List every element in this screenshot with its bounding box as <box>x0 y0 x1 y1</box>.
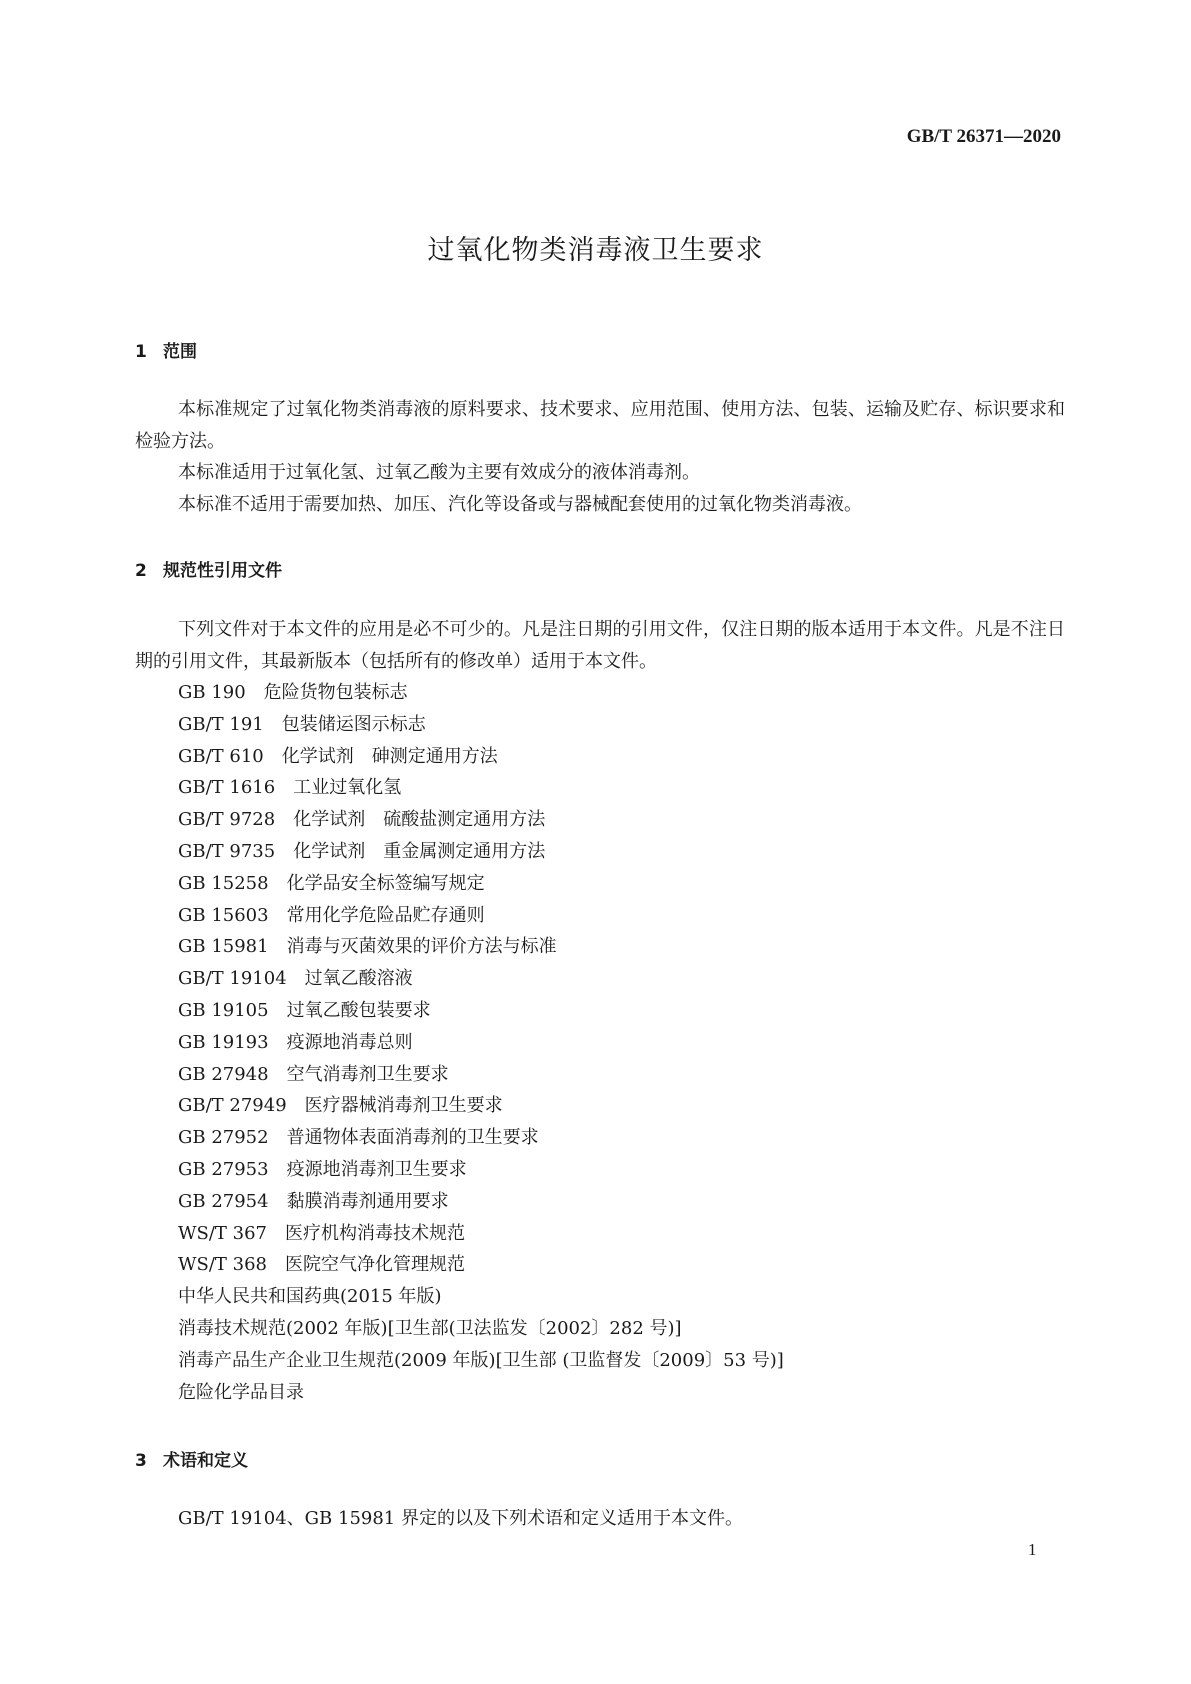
reference-item: 消毒产品生产企业卫生规范(2009 年版)[卫生部 (卫监督发〔2009〕53 号)] <box>178 1349 784 1371</box>
paragraph: 本标准适用于过氧化氢、过氧乙酸为主要有效成分的液体消毒剂。 <box>178 462 700 483</box>
reference-item: WS/T 368 医院空气净化管理规范 <box>178 1254 465 1276</box>
reference-item: GB/T 1616 工业过氧化氢 <box>178 777 402 799</box>
section-body <box>135 394 1065 520</box>
reference-item: GB 27954 黏膜消毒剂通用要求 <box>178 1190 449 1212</box>
section-number: 2 <box>135 561 147 581</box>
reference-item: GB/T 27949 医疗器械消毒剂卫生要求 <box>178 1095 503 1117</box>
section-heading <box>135 556 282 581</box>
reference-item: GB/T 9728 化学试剂 硫酸盐测定通用方法 <box>178 809 546 831</box>
section-heading <box>135 337 197 362</box>
reference-list <box>178 677 784 1408</box>
reference-item: GB 15258 化学品安全标签编写规定 <box>178 872 485 894</box>
reference-item: GB/T 19104 过氧乙酸溶液 <box>178 968 413 990</box>
reference-item: GB 15603 常用化学危险品贮存通则 <box>178 904 485 926</box>
paragraph: GB/T 19104、GB 15981 界定的以及下列术语和定义适用于本文件。 <box>178 1508 743 1529</box>
page-number: 1 <box>1028 1540 1037 1559</box>
reference-item: 危险化学品目录 <box>178 1381 304 1403</box>
reference-item: GB/T 9735 化学试剂 重金属测定通用方法 <box>178 840 546 862</box>
paragraph: 下列文件对于本文件的应用是必不可少的。凡是注日期的引用文件，仅注日期的版本适用于本文件。凡是不注日期的引用文件，其最新版本（包括所有的修改单）适用于本文件。 <box>135 619 1065 672</box>
reference-item: GB 27952 普通物体表面消毒剂的卫生要求 <box>178 1127 539 1149</box>
section-title: 术语和定义 <box>163 1451 248 1471</box>
reference-item: GB/T 191 包装储运图示标志 <box>178 713 426 735</box>
standard-code: GB/T 26371—2020 <box>906 126 1061 147</box>
reference-item: GB 19105 过氧乙酸包装要求 <box>178 999 431 1021</box>
section-body <box>135 1503 1065 1535</box>
document-title: 过氧化物类消毒液卫生要求 <box>427 235 764 266</box>
section-number: 1 <box>135 342 147 362</box>
section-number: 3 <box>135 1451 147 1471</box>
reference-item: 消毒技术规范(2002 年版)[卫生部(卫法监发〔2002〕282 号)] <box>178 1317 682 1339</box>
paragraph: 本标准规定了过氧化物类消毒液的原料要求、技术要求、应用范围、使用方法、包装、运输及贮存、标识要求和检验方法。 <box>135 399 1065 452</box>
section-heading <box>135 1446 248 1471</box>
reference-item: GB 15981 消毒与灭菌效果的评价方法与标准 <box>178 936 557 958</box>
reference-item: GB/T 610 化学试剂 砷测定通用方法 <box>178 745 498 767</box>
reference-item: GB 27948 空气消毒剂卫生要求 <box>178 1063 449 1085</box>
reference-item: 中华人民共和国药典(2015 年版) <box>178 1286 442 1308</box>
paragraph: 本标准不适用于需要加热、加压、汽化等设备或与器械配套使用的过氧化物类消毒液。 <box>178 493 862 515</box>
section-title: 规范性引用文件 <box>163 561 282 581</box>
reference-item: GB 27953 疫源地消毒剂卫生要求 <box>178 1158 467 1180</box>
section-title: 范围 <box>163 342 197 362</box>
reference-item: WS/T 367 医疗机构消毒技术规范 <box>178 1222 465 1244</box>
section-body <box>135 614 1065 677</box>
reference-item: GB 190 危险货物包装标志 <box>178 682 408 703</box>
reference-item: GB 19193 疫源地消毒总则 <box>178 1031 413 1053</box>
